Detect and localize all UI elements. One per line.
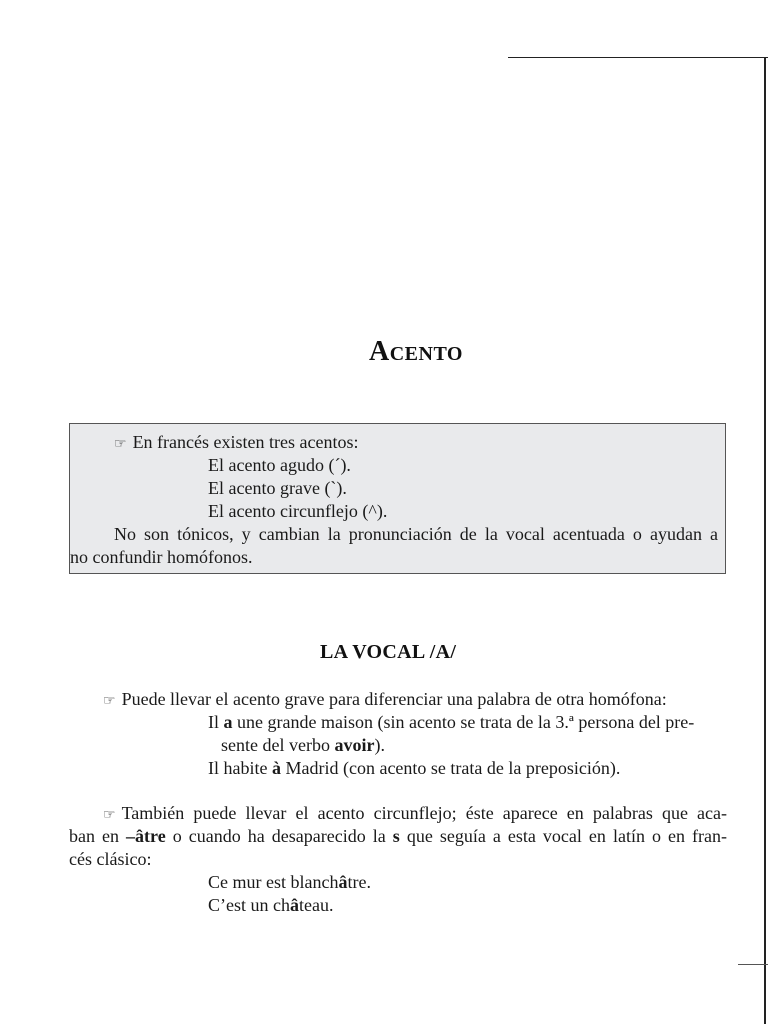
- para1-example-2-bold: à: [271, 758, 281, 778]
- para1-intro: [103, 688, 667, 713]
- para2-line-1-text: También puede llevar el acento circunflejo; éste aparece en palabras que aca-: [121, 803, 727, 823]
- para1-example-1-bold: a: [223, 712, 233, 732]
- para2-example-1: [208, 871, 371, 894]
- para2-line-2-bold-s: s: [392, 826, 400, 846]
- para1-example-1-post: une grande maison (sin acento se trata de la 3.ª persona del pre-: [232, 712, 695, 732]
- para2-example-1-post: tre.: [347, 872, 371, 892]
- para2-line-2-pre: ban en: [69, 826, 127, 846]
- para2-line-2: [69, 825, 727, 848]
- para1-example-1-cont-post: ).: [374, 735, 385, 755]
- para1-intro-text: Puede llevar el acento grave para diferenciar una palabra de otra homófona:: [121, 689, 667, 709]
- para2-line-3: cés clásico:: [69, 849, 152, 869]
- para2-line-1: [103, 802, 727, 827]
- para1-example-1-pre: Il: [208, 712, 224, 732]
- note-accent-circunflejo: El acento circunflejo (^).: [208, 501, 388, 521]
- note-line-intro: [114, 431, 358, 457]
- para1-example-2: [208, 757, 620, 780]
- para1-example-1-cont-bold: avoir: [334, 735, 375, 755]
- para1-example-2-pre: Il habite: [208, 758, 272, 778]
- page-edge-bottom: [738, 964, 768, 965]
- note-accent-grave: El acento grave (`).: [208, 478, 347, 498]
- pointing-hand-icon: ☞: [103, 693, 116, 709]
- note-box: [69, 423, 726, 574]
- para1-example-1-cont: [221, 734, 385, 757]
- para2-line-2-mid: o cuando ha desaparecido la: [165, 826, 393, 846]
- page-edge-right: [764, 57, 766, 1024]
- pointing-hand-icon: ☞: [114, 436, 127, 452]
- para2-example-2-bold: â: [289, 895, 299, 915]
- para2-example-2: [208, 894, 333, 917]
- note-line-explanation-cont: no confundir homófonos.: [70, 547, 253, 567]
- note-line-explanation: No son tónicos, y cambian la pronunciación de la vocal acentuada o ayudan a: [114, 524, 718, 544]
- pointing-hand-icon: ☞: [103, 807, 116, 823]
- page-title: Acento: [369, 336, 463, 367]
- para2-example-1-pre: Ce mur est blanch: [208, 872, 339, 892]
- para2-example-2-pre: C’est un ch: [208, 895, 290, 915]
- para2-line-2-post: que seguía a esta vocal en latín o en fran-: [399, 826, 727, 846]
- para2-example-1-bold: â: [338, 872, 348, 892]
- note-intro-text: En francés existen tres acentos:: [132, 432, 359, 452]
- page-edge-top: [508, 57, 768, 58]
- para1-example-1: [208, 711, 694, 734]
- para1-example-2-post: Madrid (con acento se trata de la preposición).: [280, 758, 621, 778]
- para2-line-2-bold-atre: –âtre: [126, 826, 166, 846]
- section-title: LA VOCAL /A/: [320, 641, 457, 663]
- para2-example-2-post: teau.: [298, 895, 334, 915]
- note-accent-agudo: El acento agudo (´).: [208, 455, 351, 475]
- para1-example-1-cont-pre: sente del verbo: [221, 735, 335, 755]
